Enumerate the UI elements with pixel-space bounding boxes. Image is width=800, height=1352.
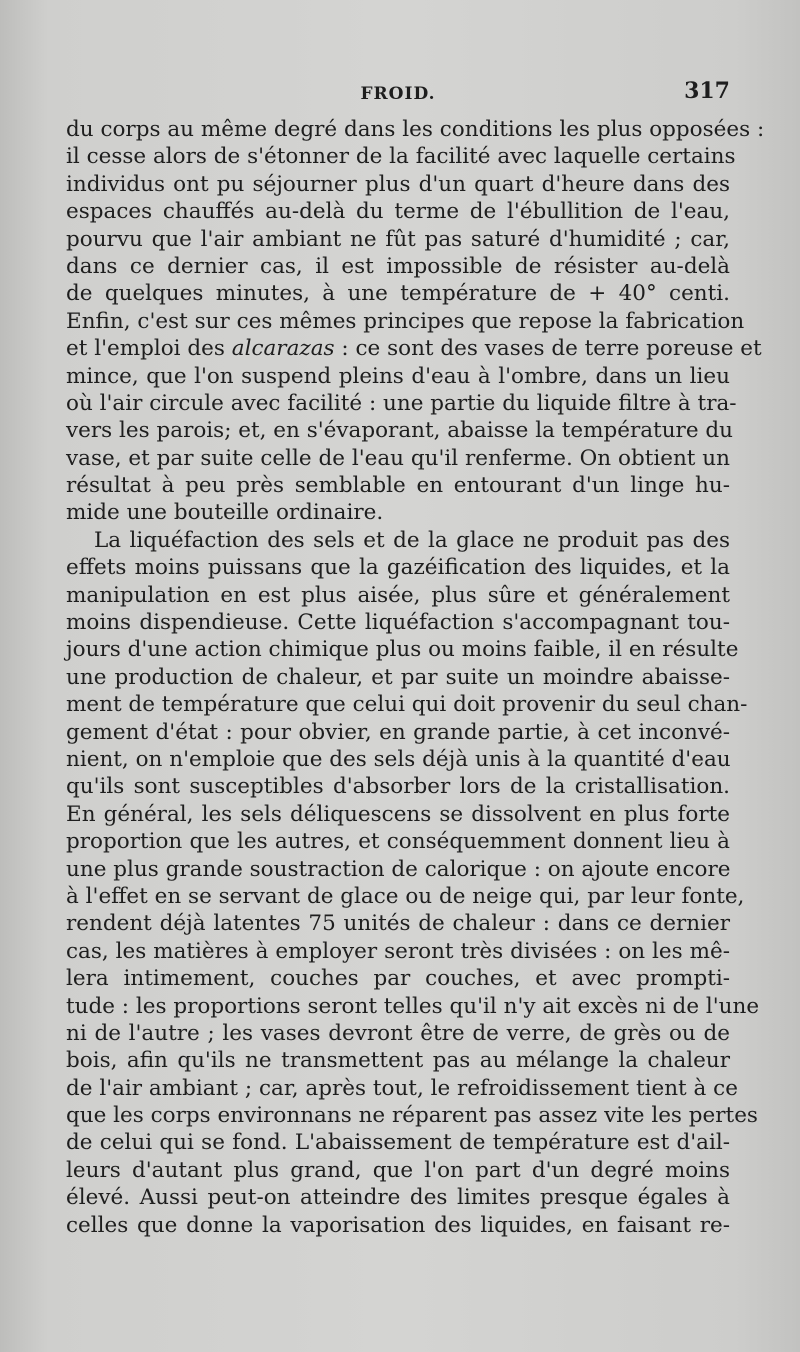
page-number: 317 [684, 78, 730, 104]
text-line: résultat à peu près semblable en entourant d'un linge hu- [66, 473, 730, 499]
italic-term: alcarazas [231, 336, 335, 362]
text-line: pourvu que l'air ambiant ne fût pas saturé d'humidité ; car, [66, 226, 730, 252]
text-line: gement d'état : pour obvier, en grande partie, à cet inconvé- [66, 719, 730, 745]
text-line: à l'effet en se servant de glace ou de neige qui, par leur fonte, [66, 883, 745, 909]
text-line: mide une bouteille ordinaire. [66, 500, 384, 526]
text-line: cas, les matières à employer seront très divisées : on les mê- [66, 938, 730, 964]
text-line: espaces chauffés au-delà du terme de l'ébullition de l'eau, [66, 199, 730, 225]
text-line: vase, et par suite celle de l'eau qu'il renferme. On obtient un [66, 445, 730, 471]
text-line: ment de température que celui qui doit provenir du seul chan- [66, 692, 748, 718]
text-line: rendent déjà latentes 75 unités de chaleur : dans ce dernier [66, 911, 730, 937]
text-line: La liquéfaction des sels et de la glace ne produit pas des [94, 527, 730, 553]
text-line: dans ce dernier cas, il est impossible de résister au-delà [66, 253, 730, 279]
text-line: manipulation en est plus aisée, plus sûre et généralement [66, 582, 730, 608]
text-line: élevé. Aussi peut-on atteindre des limites presque égales à [66, 1185, 730, 1211]
text-line: leurs d'autant plus grand, que l'on part d'un degré moins [66, 1157, 730, 1183]
text-line: jours d'une action chimique plus ou moins faible, il en résulte [66, 637, 739, 663]
text-line: celles que donne la vaporisation des liquides, en faisant re- [66, 1212, 730, 1238]
text-line: une production de chaleur, et par suite un moindre abaisse- [66, 664, 730, 690]
text-line: du corps au même degré dans les conditions les plus opposées : [66, 117, 765, 142]
body-text [66, 116, 765, 1239]
paragraph-2 [66, 527, 760, 1239]
text-line: nient, on n'emploie que des sels déjà unis à la quantité d'eau [66, 746, 731, 772]
paragraph-1 [66, 116, 765, 527]
text-line: Enfin, c'est sur ces mêmes principes que repose la fabrication [66, 308, 745, 334]
text-line: de quelques minutes, à une température de + 40° centi. [66, 281, 730, 307]
text-line: proportion que les autres, et conséquemment donnent lieu à [66, 829, 730, 855]
text-line: une plus grande soustraction de calorique : on ajoute encore [66, 856, 731, 882]
text-line: lera intimement, couches par couches, et avec prompti- [66, 966, 730, 992]
text-line: ni de l'autre ; les vases devront être de verre, de grès ou de [66, 1020, 730, 1046]
text-line: où l'air circule avec facilité : une partie du liquide filtre à tra- [66, 390, 737, 416]
text-line: qu'ils sont susceptibles d'absorber lors de la cristallisation. [66, 774, 730, 800]
text-line: effets moins puissans que la gazéification des liquides, et la [66, 555, 730, 581]
text-line: tude : les proportions seront telles qu'il n'y ait excès ni de l'une [66, 993, 760, 1019]
text-line: moins dispendieuse. Cette liquéfaction s'accompagnant tou- [66, 610, 730, 636]
text-line: En général, les sels déliquescens se dissolvent en plus forte [66, 801, 730, 827]
page-header [66, 78, 730, 108]
running-title: FROID. [360, 84, 436, 104]
text-line: vers les parois; et, en s'évaporant, abaisse la température du [66, 418, 733, 444]
text-line: et l'emploi des alcarazas : ce sont des vases de terre poreuse et [66, 336, 762, 362]
text-line: de celui qui se fond. L'abaissement de température est d'ail- [66, 1130, 730, 1156]
text-line: mince, que l'on suspend pleins d'eau à l'ombre, dans un lieu [66, 363, 730, 389]
text-line: bois, afin qu'ils ne transmettent pas au mélange la chaleur [66, 1048, 730, 1074]
text-line: de l'air ambiant ; car, après tout, le refroidissement tient à ce [66, 1075, 738, 1101]
text-line: il cesse alors de s'étonner de la facilité avec laquelle certains [66, 144, 736, 170]
text-line: que les corps environnans ne réparent pas assez vite les pertes [66, 1103, 758, 1129]
text-line: individus ont pu séjourner plus d'un quart d'heure dans des [66, 171, 730, 197]
